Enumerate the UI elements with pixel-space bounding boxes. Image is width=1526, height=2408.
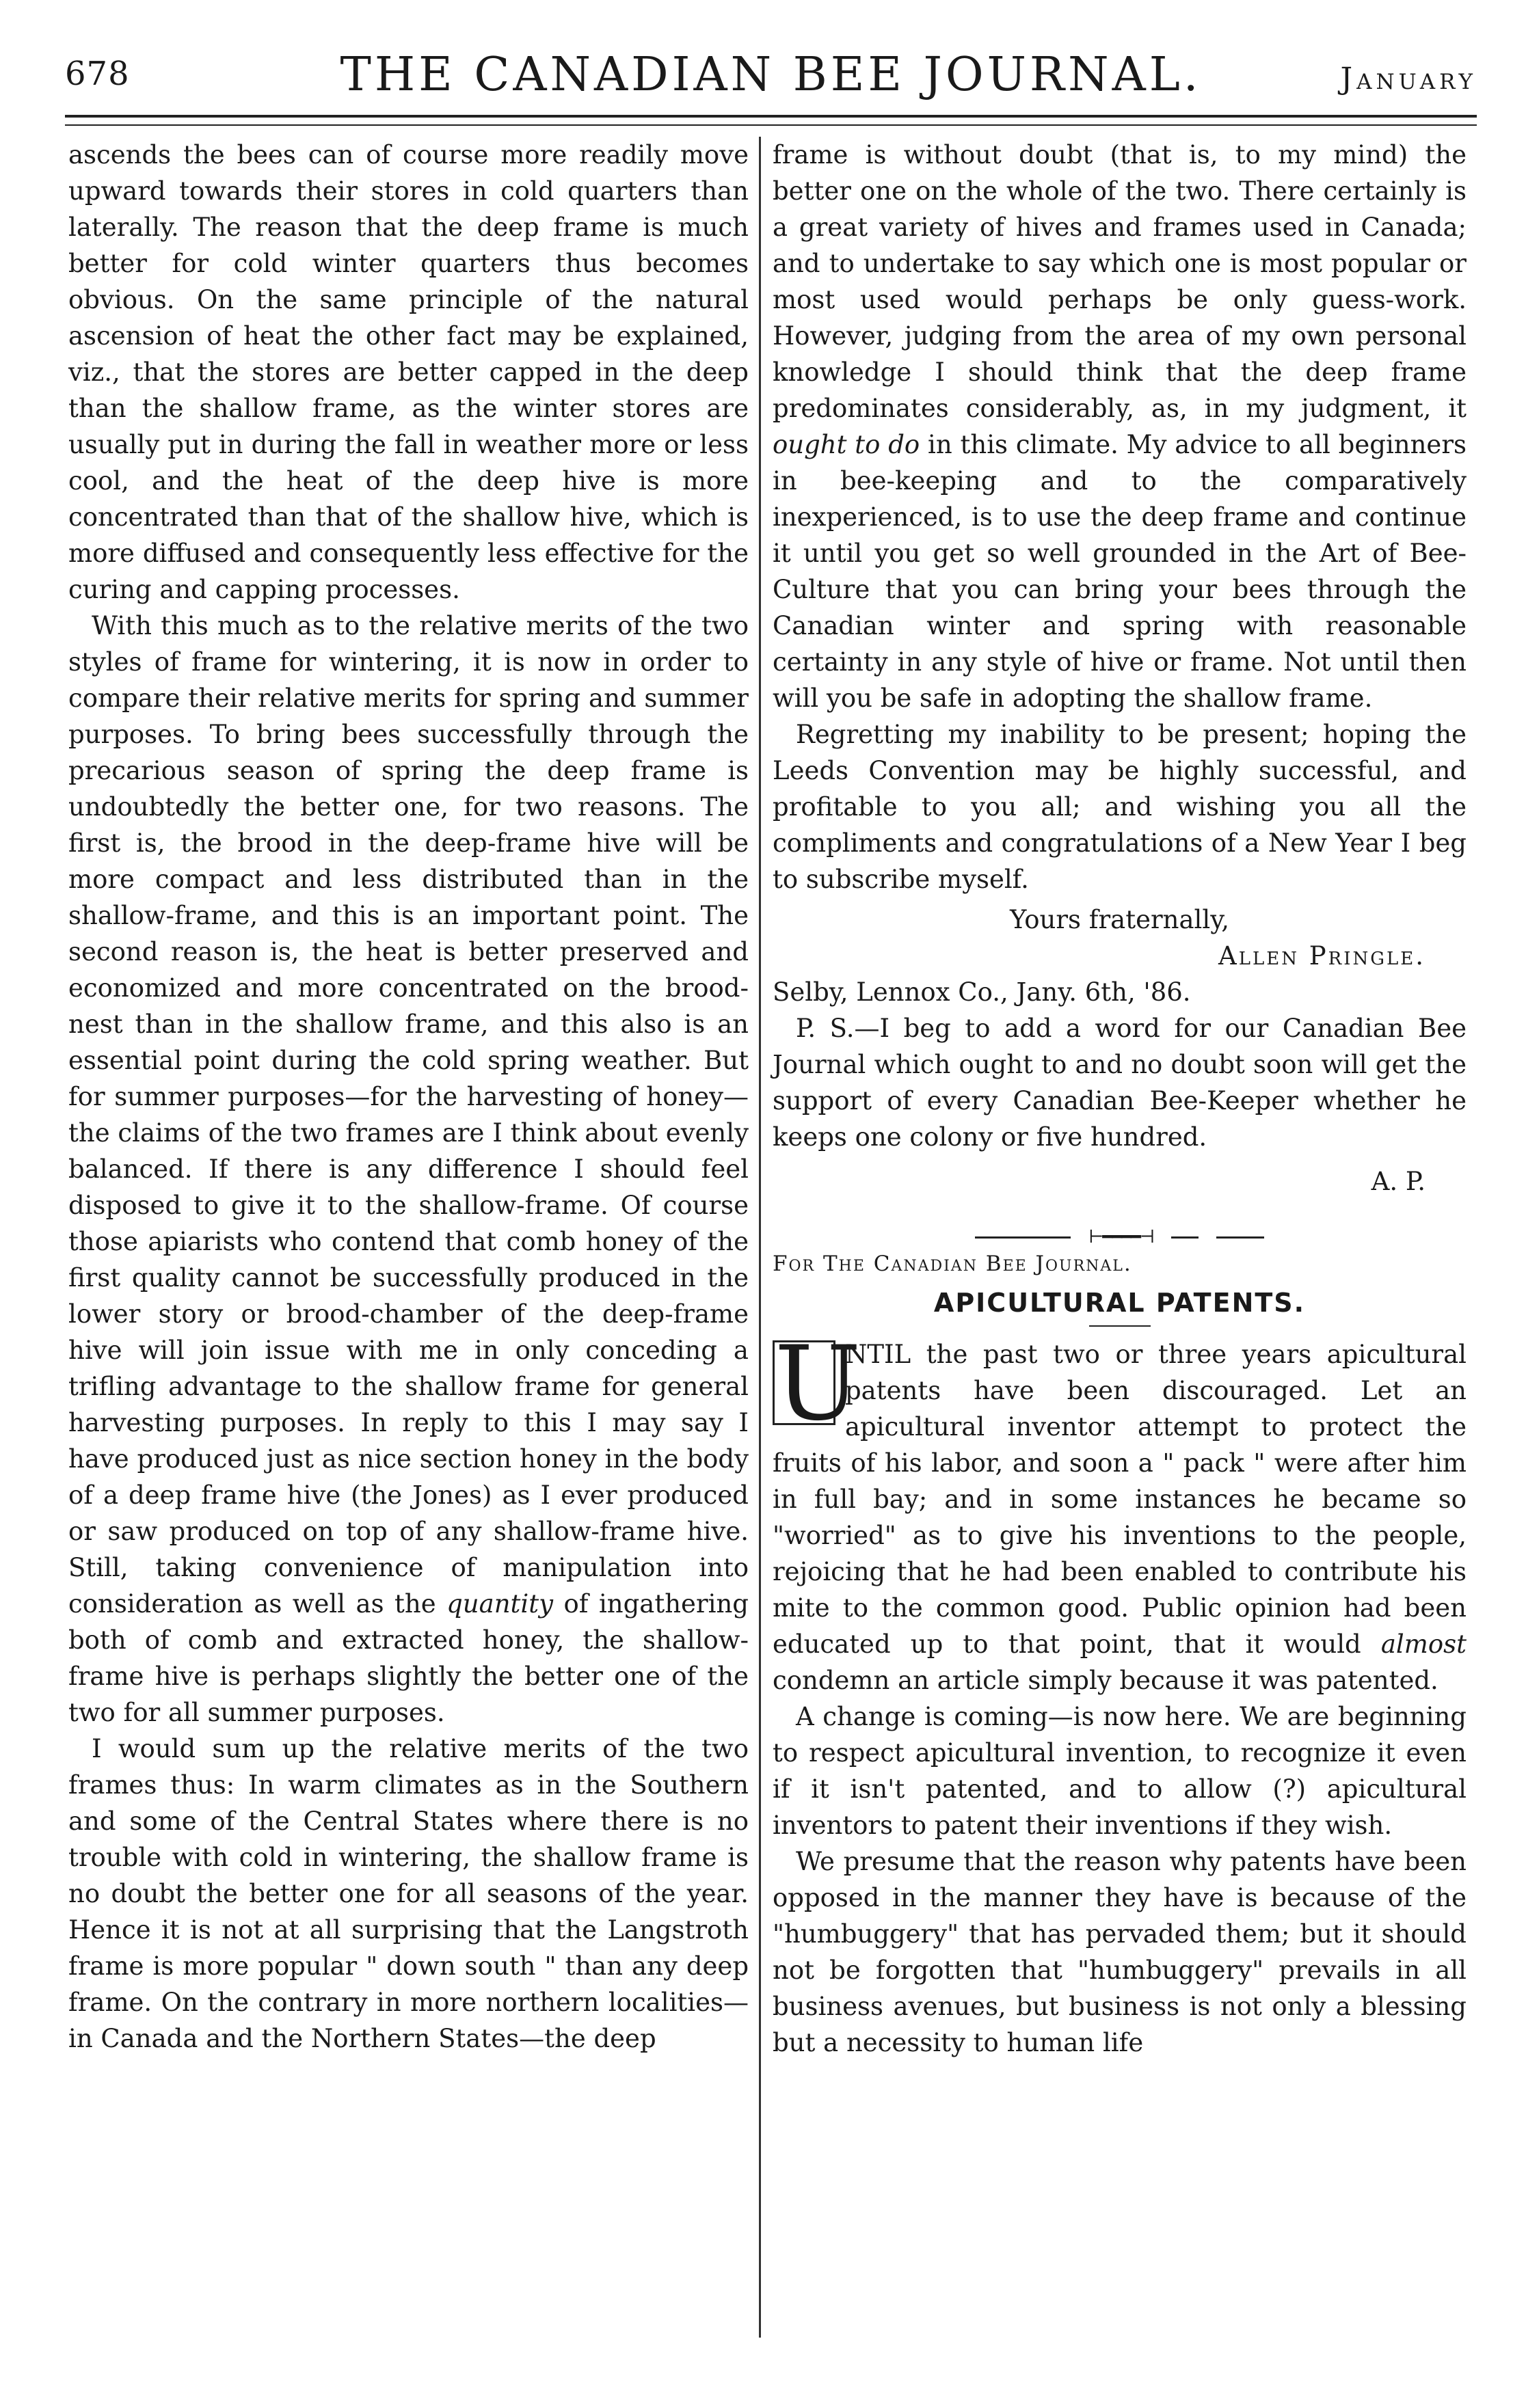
paragraph-text: NTIL the past two or three years apicultural patents have been discouraged. Let an apicultural inventor attempt to protect the fruits of his labor, and soon a " pack " were after him in full bay; and in some instances he became so "worried" as to give his inventions to the people, rejoicing that he had been enabled to contribute his mite to the common good. Public opinion had been educated up to that point, that it would xyxy=(773,1340,1467,1659)
byline: For The Canadian Bee Journal. xyxy=(773,1252,1132,1276)
column-divider xyxy=(759,137,761,2338)
article-paragraph: Regretting my inability to be present; hoping the Leeds Convention may be highly successful, and profitable to you all; and wishing you all the compliments and congratulations of a New Year I beg to subscribe myself. xyxy=(773,720,1467,894)
article-paragraph: I would sum up the relative merits of the two frames thus: In warm climates as in the Southern and some of the Central States where there is no trouble with cold in wintering, the shallow frame is no doubt the better one for all seasons of the year. Hence it is not at all surprising that the Langstroth frame is more popular " down south " than any deep frame. On the contrary in more northern localities—in Canada and the Northern States—the deep xyxy=(68,1734,749,2053)
drop-cap: U xyxy=(773,1340,835,1425)
emphasis-text: almost xyxy=(1380,1629,1467,1659)
right-column xyxy=(773,137,1467,2061)
header-rule-top xyxy=(65,115,1477,118)
journal-title: THE CANADIAN BEE JOURNAL. xyxy=(340,48,1202,102)
page-number: 678 xyxy=(65,55,130,93)
postscript: P. S.—I beg to add a word for our Canadian Bee Journal which ought to and no doubt soon will get the support of every Canadian Bee-Keeper whether he keeps one colony or five hundred. xyxy=(773,1014,1467,1152)
article-paragraph: ascends the bees can of course more readily move upward towards their stores in cold quarters than laterally. The reason that the deep frame is much better for cold winter quarters thus becomes obvious. On the same principle of the natural ascension of heat the other fact may be explained, viz., that the stores are better capped in the deep than the shallow frame, as the winter stores are usually put in during the fall in weather more or less cool, and the heat of the deep hive is more concentrated than that of the shallow hive, which is more diffused and consequently less effective for the curing and capping processes. xyxy=(68,140,749,604)
article-paragraph: We presume that the reason why patents have been opposed in the manner they have is because of the "humbuggery" that has pervaded them; but it should not be forgotten that "humbuggery" prevails in all business avenues, but business is not only a blessing but a necessity to human life xyxy=(773,1847,1467,2057)
article-paragraph xyxy=(68,608,749,1731)
section-ornament xyxy=(773,1217,1467,1247)
paragraph-text: frame is without doubt (that is, to my mind) the better one on the whole of the two. There certainly is a great variety of hives and frames used in Canada; and to undertake to say which one is most popular or most used would perhaps be only guess-work. However, judging from the area of my own personal knowledge I should think that the deep frame predominates considerably, as, in my judgment, it xyxy=(773,140,1467,423)
section-heading: APICULTURAL PATENTS. xyxy=(933,1288,1306,1318)
paragraph-text: of ingathering both of comb and extracted honey, the shallow-frame hive is perhaps slightly the better one of the two for all summer purposes. xyxy=(68,1589,749,1727)
ornament-glyph: ⊢━━━━⊣ xyxy=(1088,1227,1154,1247)
ornament-line xyxy=(1171,1236,1199,1239)
letter-dateline: Selby, Lennox Co., Jany. 6th, '86. xyxy=(773,977,1191,1007)
emphasis-text: quantity xyxy=(446,1589,554,1619)
header-rule-bottom xyxy=(65,124,1477,126)
letter-signature: Allen Pringle. xyxy=(1218,941,1425,971)
issue-month: January xyxy=(1340,62,1477,96)
article-paragraph: A change is coming—is now here. We are beginning to respect apicultural invention, to recognize it even if it isn't patented, and to allow (?) apicultural inventors to patent their inventions if they wish. xyxy=(773,1702,1467,1840)
paragraph-text: in this climate. My advice to all beginners in bee-keeping and to the comparatively inexperienced, is to use the deep frame and continue it until you get so well grounded in the Art of Bee-Culture that you can bring your bees through the Canadian winter and spring with reasonable certainty in any style of hive or frame. Not until then will you be safe in adopting the shallow frame. xyxy=(773,430,1467,713)
ornament-line xyxy=(1216,1236,1264,1239)
article-paragraph xyxy=(773,137,1467,716)
emphasis-text: ought to do xyxy=(773,430,920,459)
page-header xyxy=(65,48,1477,123)
left-column xyxy=(68,137,749,2057)
paragraph-text: condemn an article simply because it was patented. xyxy=(773,1666,1438,1695)
postscript-initials: A. P. xyxy=(1371,1167,1425,1196)
heading-rule xyxy=(1089,1325,1151,1327)
paragraph-text: With this much as to the relative merits of the two styles of frame for wintering, it is now in order to compare their relative merits for spring and summer purposes. To bring bees successfully through the precarious season of spring the deep frame is undoubtedly the better one, for two reasons. The first is, the brood in the deep-frame hive will be more compact and less distributed than in the shallow-frame, and this is an important point. The second reason is, the heat is better preserved and economized and more concentrated on the brood-nest than in the shallow frame, and this also is an essential point during the cold spring weather. But for summer purposes—for the harvesting of honey—the claims of the two frames are I think about evenly balanced. If there is any difference I should feel disposed to give it to the shallow-frame. Of course those apiarists who contend that comb honey of the first quality cannot be successfully produced in the lower story or brood-chamber of the deep-frame hive will join issue with me in only conceding a trifling advantage to the shallow frame for general harvesting purposes. In reply to this I may say I have produced just as nice section honey in the body of a deep frame hive (the Jones) as I ever produced or saw produced on top of any shallow-frame hive. Still, taking convenience of manipulation into consideration as well as the xyxy=(68,611,749,1619)
letter-salutation: Yours fraternally, xyxy=(1010,905,1229,934)
ornament-line xyxy=(975,1236,1071,1239)
article-paragraph xyxy=(773,1325,1467,1699)
